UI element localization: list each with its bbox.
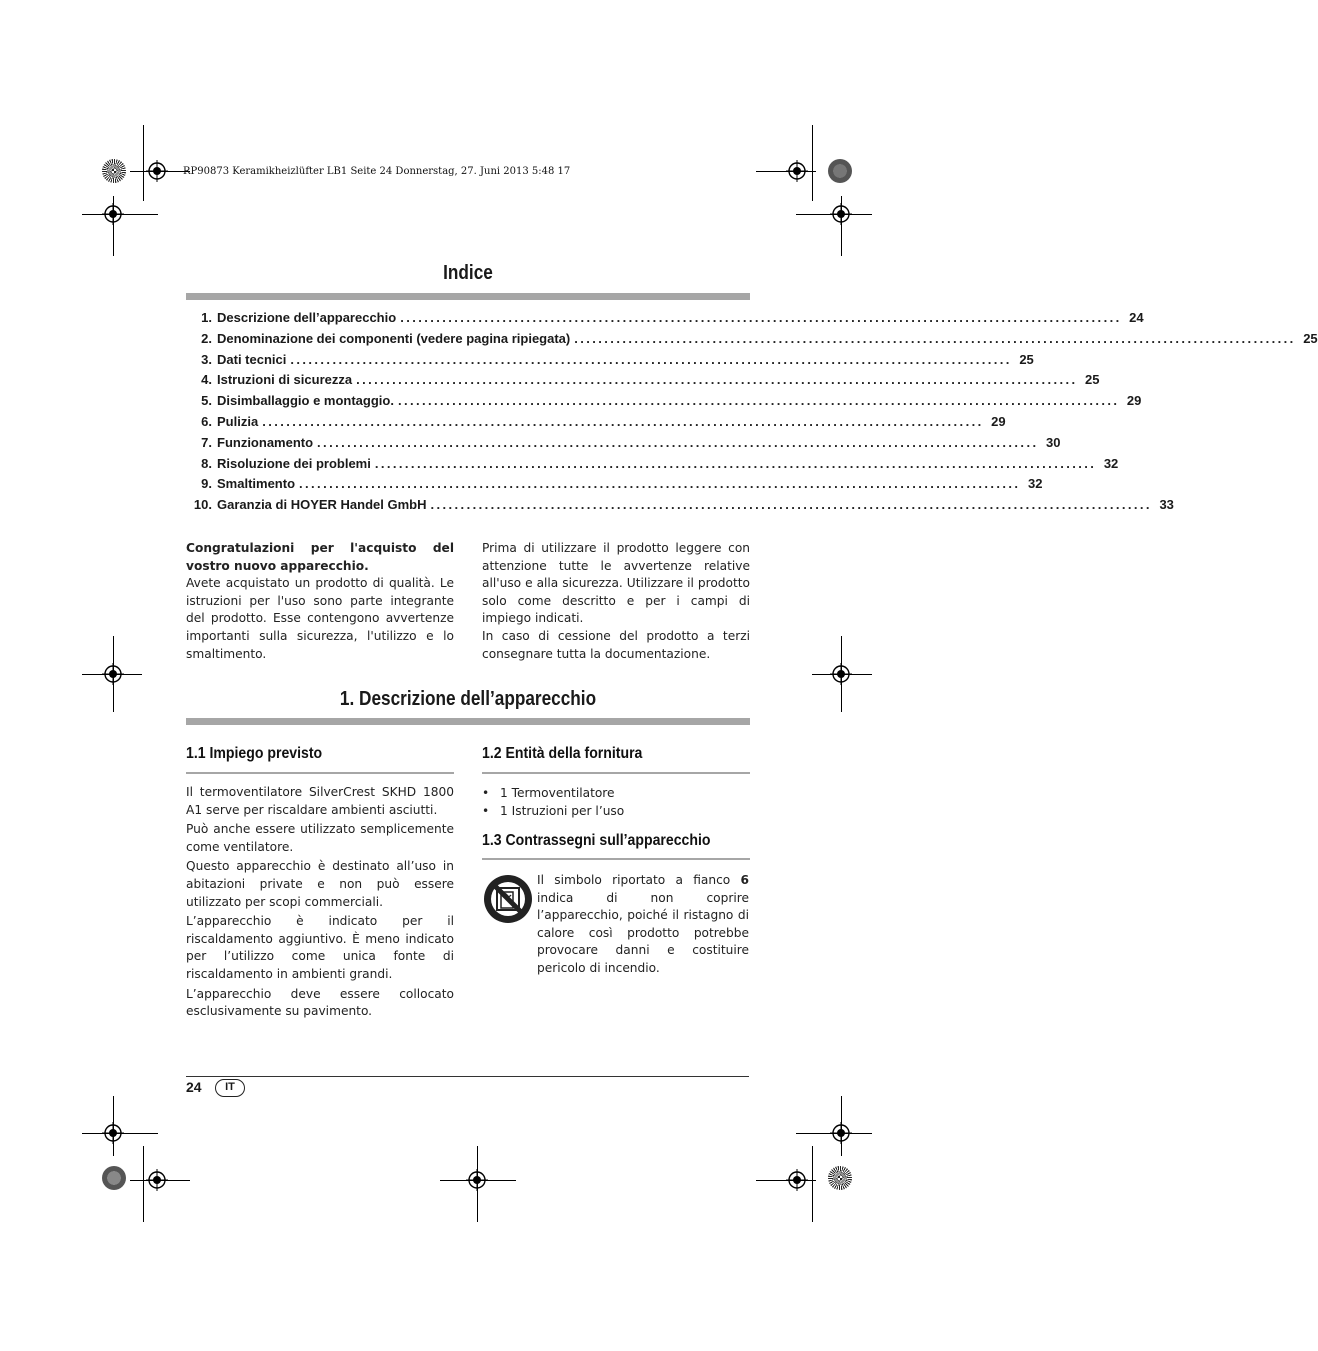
toc-page: 30 xyxy=(1046,434,1061,450)
paragraph: Può anche essere utilizzato semplicemente come ventilatore. xyxy=(186,822,454,854)
index-title-rule xyxy=(186,293,750,300)
registration-target-icon xyxy=(146,160,168,182)
toc-label: Dati tecnici xyxy=(217,351,287,367)
toc-leader: ........................................................................................................................ xyxy=(299,476,1021,492)
toc-entry xyxy=(186,393,1142,414)
toc-number: 6. xyxy=(201,413,212,429)
registration-target-icon xyxy=(830,203,852,225)
toc-entry xyxy=(186,434,1061,456)
subsection-heading: 1.1 Impiego previsto xyxy=(186,745,323,762)
print-header: RP90873 Keramikheizlüfter LB1 Seite 24 Donnerstag, 27. Juni 2013 5:48 17 xyxy=(183,166,571,177)
subsection-rule xyxy=(482,772,750,774)
toc-number: 10. xyxy=(193,497,212,513)
toc-number: 2. xyxy=(201,330,212,346)
toc-leader: ........................................................................................................................ xyxy=(430,497,1152,513)
toc-number: 9. xyxy=(201,476,212,492)
subsection-heading: 1.2 Entità della fornitura xyxy=(482,745,643,762)
toc-label: Garanzia di HOYER Handel GmbH xyxy=(217,497,427,513)
paragraph: Il termoventilatore SilverCrest SKHD 1800 A1 serve per riscaldare ambienti asciutti. xyxy=(186,785,454,817)
registration-target-icon xyxy=(102,1122,124,1144)
intro-paragraph: In caso di cessione del prodotto a terzi consegnare tutta la documentazione. xyxy=(482,628,750,661)
registration-target-icon xyxy=(830,1122,852,1144)
toc-entry xyxy=(186,476,1043,497)
toc-leader: ........................................................................................................................ xyxy=(374,455,1097,471)
intro-right-column xyxy=(482,540,750,663)
registration-target-icon xyxy=(786,1169,808,1191)
index-title: Indice xyxy=(443,262,493,284)
page-number: 24 xyxy=(186,1079,202,1095)
subsection-rule xyxy=(186,772,454,774)
delivery-list xyxy=(482,785,750,820)
toc-page: 25 xyxy=(1085,372,1100,388)
paragraph: L’apparecchio deve essere collocato esclusivamente su pavimento. xyxy=(186,986,454,1019)
toc-page: 25 xyxy=(1019,351,1034,367)
section-title-rule xyxy=(186,718,750,725)
registration-target-icon xyxy=(146,1169,168,1191)
intro-left-column xyxy=(186,540,454,663)
intro-heading: Congratulazioni per l'acquisto del vostro nuovo apparecchio. xyxy=(186,541,454,573)
toc-leader: ........................................................................................................................ xyxy=(317,434,1039,450)
intro-text: Avete acquistato un prodotto di qualità. Le istruzioni per l'uso sono parte integrante del prodotto. Esse contengono avvertenze importanti sulla sicurezza, l'utilizzo e lo smaltimento. xyxy=(186,576,454,661)
paragraph: Questo apparecchio è destinato all’uso in abitazioni private e non può essere utilizzato per scopi commerciali. xyxy=(186,859,454,909)
color-wheel-icon xyxy=(102,159,126,183)
registration-target-icon xyxy=(830,663,852,685)
toc-entry xyxy=(186,413,1006,435)
table-of-contents xyxy=(186,310,1318,518)
toc-page: 29 xyxy=(991,413,1006,429)
section-title: 1. Descrizione dell’apparecchio xyxy=(339,688,597,710)
toc-page: 25 xyxy=(1303,330,1318,346)
toc-leader: ........................................................................................................................ xyxy=(574,330,1296,346)
toc-label: Denominazione dei componenti (vedere pagina ripiegata) xyxy=(217,330,571,346)
symbol-description: Il simbolo riportato a fianco 6 indica di non coprire l’apparecchio, poiché il ristagno di calore così prodotto potrebbe provocare danni e costituire pericolo di incendio. xyxy=(537,873,749,975)
toc-entry xyxy=(186,455,1119,477)
toc-leader: ........................................................................................................................ xyxy=(290,351,1012,367)
toc-entry xyxy=(186,330,1318,352)
toc-page: 24 xyxy=(1129,310,1144,325)
registration-target-icon xyxy=(102,663,124,685)
toc-label: Descrizione dell’apparecchio xyxy=(217,310,397,325)
toc-page: 32 xyxy=(1027,476,1043,492)
toc-label: Pulizia xyxy=(217,413,259,429)
do-not-cover-icon xyxy=(482,873,534,925)
color-wheel-icon xyxy=(828,1166,852,1190)
registration-target-icon xyxy=(102,203,124,225)
list-item: • 1 Termoventilatore xyxy=(482,785,750,803)
toc-label: Disimballaggio e montaggio. xyxy=(217,393,394,409)
toc-number: 5. xyxy=(201,393,212,409)
paragraph: L’apparecchio è indicato per il riscaldamento aggiuntivo. È meno indicato per l’utilizzo come unica fonte di riscaldamento in ambienti grandi. xyxy=(186,914,454,981)
toc-number: 8. xyxy=(201,455,212,471)
registration-target-icon xyxy=(786,160,808,182)
toc-leader: ........................................................................................................................ xyxy=(400,310,1122,325)
toc-label: Funzionamento xyxy=(217,434,314,450)
toc-page: 29 xyxy=(1126,393,1142,409)
toc-page: 32 xyxy=(1103,455,1119,471)
toc-leader: ........................................................................................................................ xyxy=(262,413,984,429)
intro-paragraph: Prima di utilizzare il prodotto leggere con attenzione tutte le avvertenze relative all'uso e alla sicurezza. Utilizzare il prodotto solo come descritto e per i campi di impiego indicati. xyxy=(482,541,750,626)
toc-leader: ........................................................................................................................ xyxy=(356,372,1078,388)
subsection-heading: 1.3 Contrassegni sull’apparecchio xyxy=(482,832,711,849)
toc-number: 7. xyxy=(201,434,212,450)
toc-number: 3. xyxy=(201,351,212,367)
intended-use-text xyxy=(186,784,454,1023)
toc-leader: ........................................................................................................................ xyxy=(397,393,1120,409)
subsection-rule xyxy=(482,858,750,860)
registration-target-icon xyxy=(466,1169,488,1191)
language-badge: IT xyxy=(215,1079,245,1097)
footer-rule xyxy=(186,1076,749,1077)
toc-entry xyxy=(186,497,1174,518)
color-wheel-icon xyxy=(828,159,852,183)
list-item: • 1 Istruzioni per l’uso xyxy=(482,803,750,821)
toc-label: Istruzioni di sicurezza xyxy=(217,372,353,388)
toc-number: 1. xyxy=(201,310,212,325)
toc-entry xyxy=(186,310,1144,331)
toc-label: Smaltimento xyxy=(217,476,296,492)
toc-label: Risoluzione dei problemi xyxy=(217,455,371,471)
toc-number: 4. xyxy=(201,372,212,388)
toc-entry xyxy=(186,351,1034,373)
color-wheel-icon xyxy=(102,1166,126,1190)
toc-page: 33 xyxy=(1159,497,1174,513)
toc-entry xyxy=(186,372,1100,393)
